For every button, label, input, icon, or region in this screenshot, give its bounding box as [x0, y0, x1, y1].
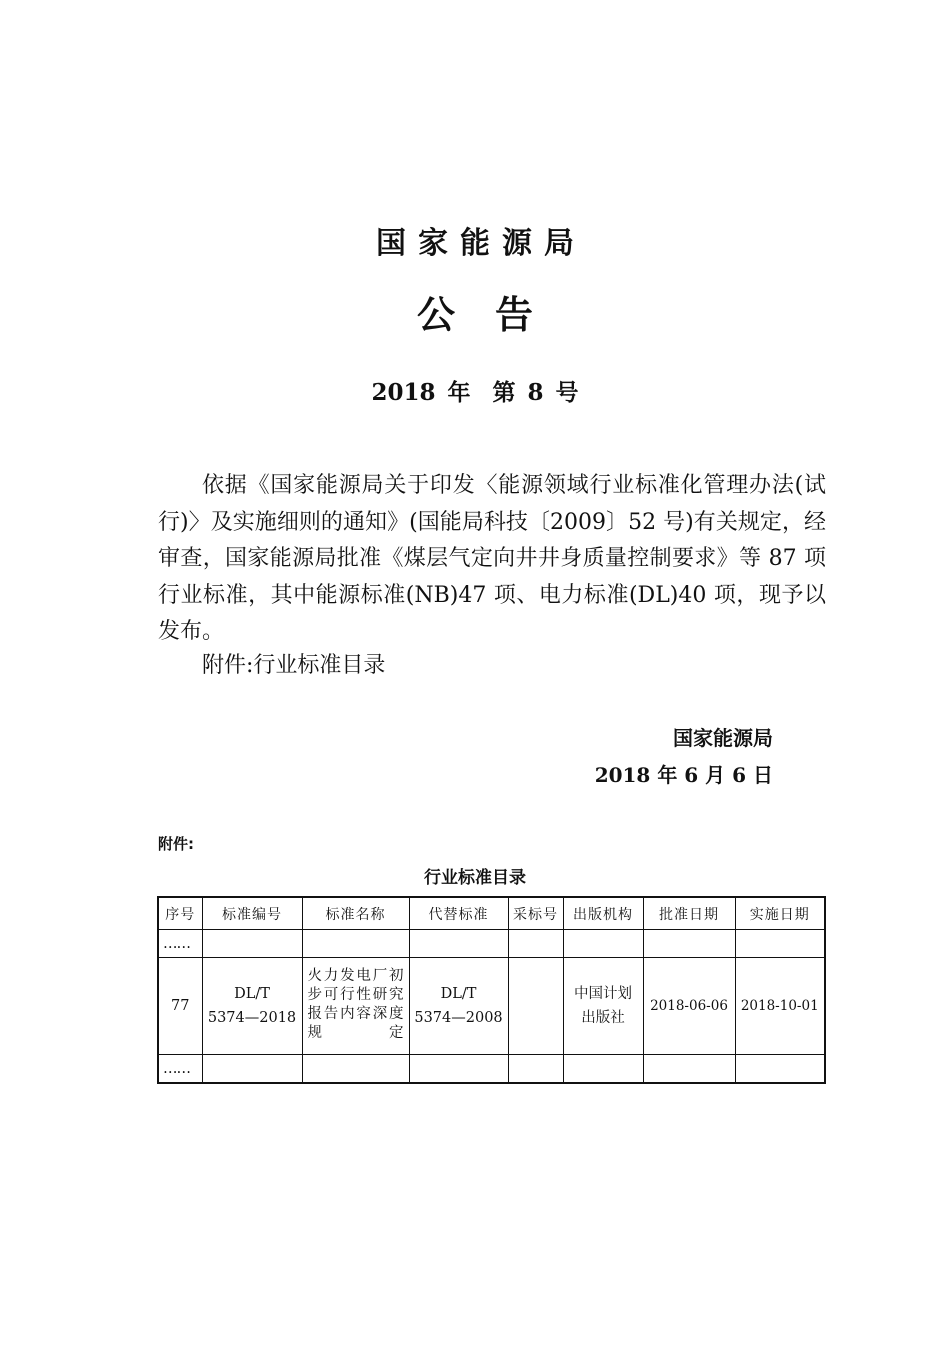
col-header-no: 序号: [158, 897, 202, 930]
table-row-ellipsis-top: [158, 930, 825, 958]
cell-name: [302, 958, 409, 1055]
ellipsis-cell: ……: [158, 930, 202, 958]
cell-publisher: [563, 958, 643, 1055]
issue-year: 2018 年: [371, 379, 471, 406]
table-title: 行业标准目录: [424, 868, 526, 888]
cell-code: [202, 958, 302, 1055]
attachment-note: 附件:行业标准目录: [202, 653, 386, 678]
col-header-name: 标准名称: [302, 897, 409, 930]
cell-approval-date: [643, 958, 735, 1055]
document-type-title: 公告: [416, 293, 573, 337]
col-header-code: 标准编号: [202, 897, 302, 930]
cell-effective-date: [735, 958, 825, 1055]
col-header-approval-date: 批准日期: [643, 897, 735, 930]
col-header-adopted: 采标号: [508, 897, 563, 930]
table-header-row: [158, 897, 825, 930]
cell-replaced-line2: 5374—2008: [414, 1010, 503, 1026]
col-header-effective-date: 实施日期: [735, 897, 825, 930]
col-header-publisher: 出版机构: [563, 897, 643, 930]
cell-publisher-line2: 出版社: [581, 1010, 625, 1026]
signature-date: 2018 年 6 月 6 日: [594, 763, 773, 787]
signature-org: 国家能源局: [673, 726, 773, 750]
cell-approval-date-text: 2018-06-06: [650, 998, 728, 1014]
agency-title: 国家能源局: [376, 226, 586, 261]
cell-name-text: 火力发电厂初步可行性研究报告内容深度规定: [307, 968, 404, 1041]
col-header-replaced: 代替标准: [409, 897, 508, 930]
cell-replaced-line1: DL/T: [440, 986, 477, 1002]
cell-effective-date-text: 2018-10-01: [740, 998, 819, 1014]
table-row: [158, 958, 825, 1055]
cell-code-line2: 5374—2018: [207, 1010, 297, 1026]
issue-number: [0, 374, 950, 407]
cell-publisher-line1: 中国计划: [574, 986, 632, 1002]
issue-no: 第 8 号: [492, 379, 579, 406]
ellipsis-cell: ……: [158, 1055, 202, 1084]
cell-code-line1: DL/T: [234, 986, 270, 1002]
body-paragraph: 依据《国家能源局关于印发〈能源领域行业标准化管理办法(试行)〉及实施细则的通知》(国能局科技〔2009〕52 号)有关规定，经审查，国家能源局批准《煤层气定向井井身质量控制要求》等 87 项行业标准，其中能源标准(NB)47 项、电力标准(DL)40 项，现予以发布。: [158, 473, 826, 644]
announcement-body: [158, 468, 826, 651]
cell-no: 77: [158, 958, 202, 1055]
standards-table: [157, 896, 826, 1084]
cell-replaced: [409, 958, 508, 1055]
table-row-ellipsis-bottom: [158, 1055, 825, 1084]
cell-adopted: [508, 958, 563, 1055]
appendix-label: 附件:: [158, 835, 194, 853]
